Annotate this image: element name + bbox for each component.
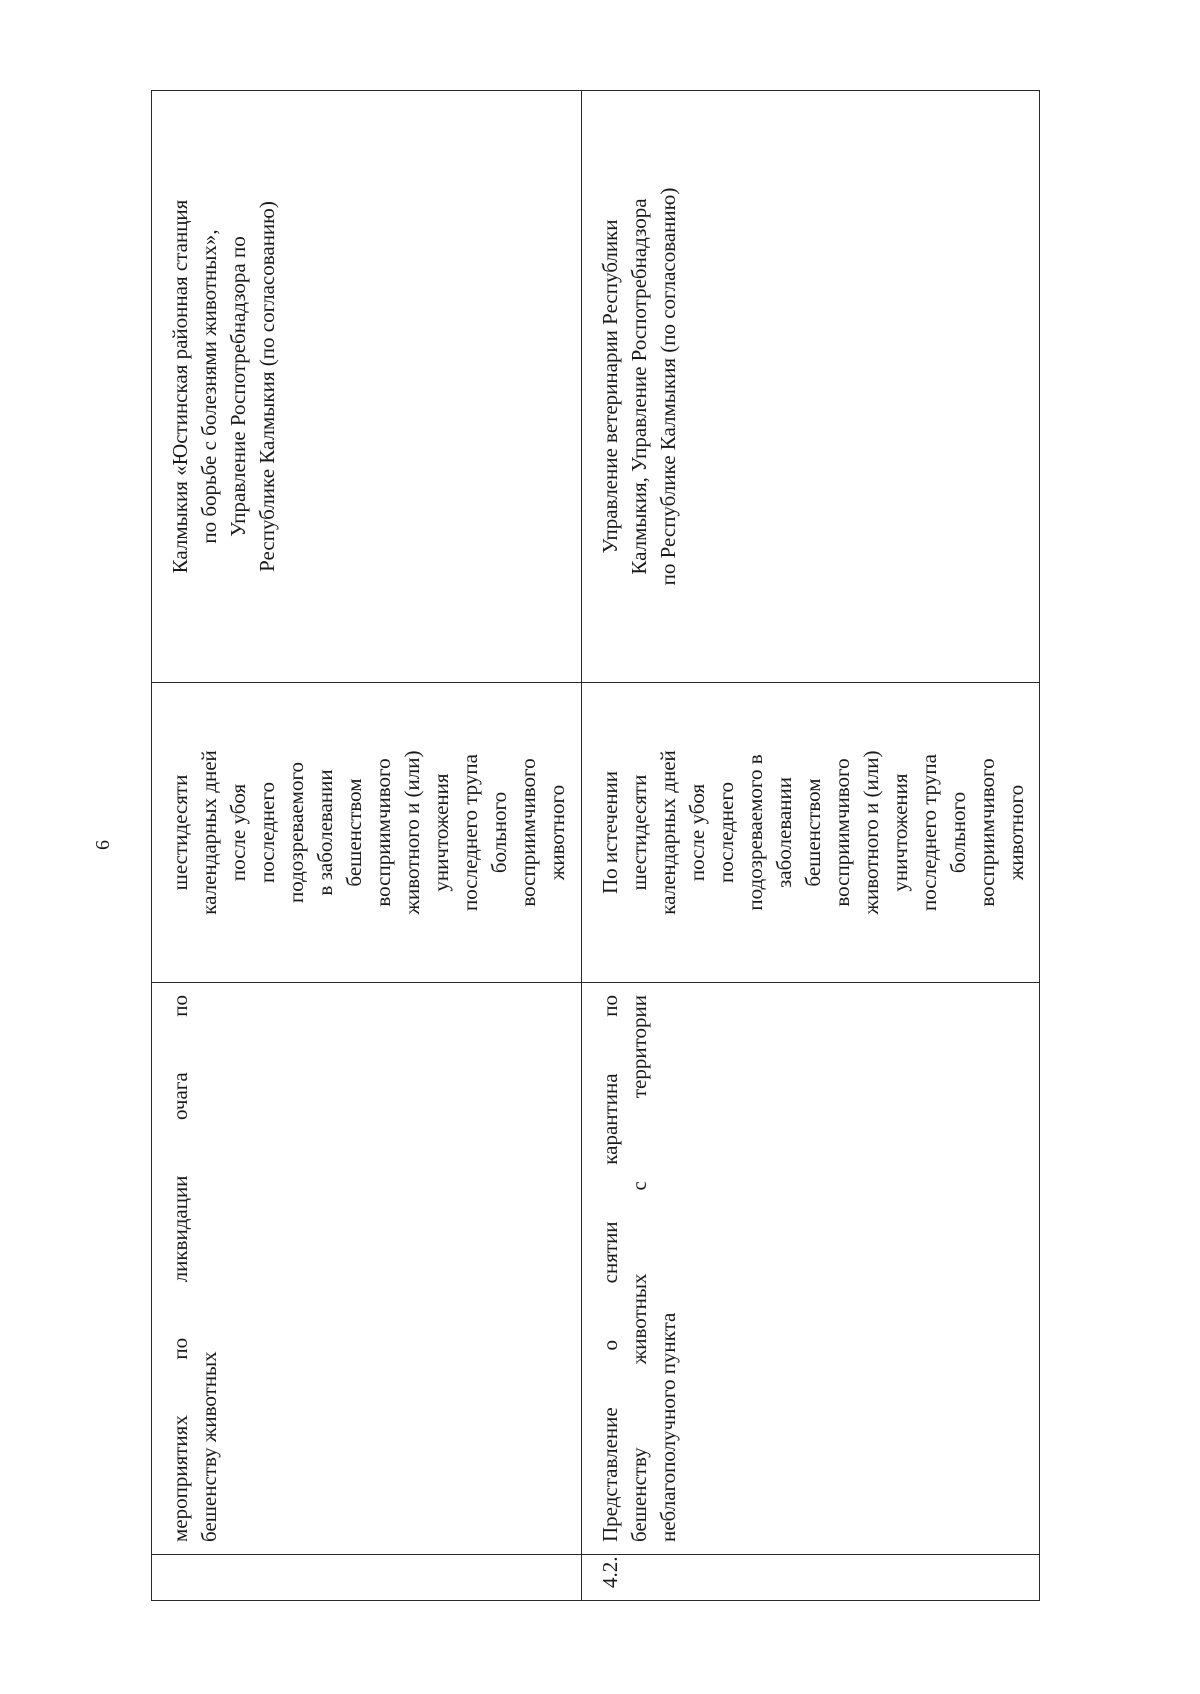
cell-text-line: бешенством — [801, 778, 825, 887]
table-row — [152, 91, 582, 1601]
responsible-cell — [152, 91, 582, 683]
cell-text-line: уничтожения — [888, 773, 912, 892]
row-number-cell — [152, 1555, 582, 1601]
cell-text-line: бешенством — [342, 778, 366, 887]
cell-text-line: шестидесяти — [627, 774, 651, 891]
cell-text-line: заболевании — [772, 777, 796, 888]
cell-text-line: бешенству животных с территории — [627, 995, 651, 1542]
page-number: 6 — [92, 840, 114, 850]
cell-text-line: восприимчивого — [371, 758, 395, 907]
cell-text-line: Управление ветеринарии Республики — [598, 219, 622, 554]
cell-text-line: в заболевании — [313, 769, 337, 896]
cell-text-line: календарных дней — [656, 750, 680, 915]
cell-text-line: животного — [1004, 784, 1028, 881]
deadline-cell — [582, 683, 1040, 983]
cell-text-line: подозреваемого — [284, 761, 308, 904]
cell-text-line: неблагополучного пункта — [656, 1312, 680, 1542]
cell-text-line: последнего трупа — [458, 754, 482, 911]
rotated-table-container — [151, 91, 1031, 1601]
cell-text-line: уничтожения — [429, 773, 453, 892]
measure-description-cell — [582, 983, 1040, 1555]
measures-table — [151, 90, 1040, 1601]
table-row — [582, 91, 1040, 1601]
cell-text-line: больного — [487, 791, 511, 874]
cell-text-line: животного и (или) — [859, 750, 883, 915]
cell-text-line: восприимчивого — [516, 758, 540, 907]
cell-text-line: последнего — [255, 782, 279, 883]
cell-text-line: шестидесяти — [168, 774, 192, 891]
cell-text-line: восприимчивого — [830, 758, 854, 907]
cell-text-line: Калмыкия «Юстинская районная станция — [168, 199, 192, 574]
cell-text-line: животного и (или) — [400, 750, 424, 915]
cell-text-line: мероприятиях по ликвидации очага по — [168, 995, 192, 1542]
cell-text-line: По истечении — [598, 770, 622, 895]
cell-text-line: по Республике Калмыкия (по согласованию) — [656, 187, 680, 586]
deadline-cell — [152, 683, 582, 983]
cell-text-line: восприимчивого — [975, 758, 999, 907]
cell-text-line: по борьбе с болезнями животных», — [197, 229, 221, 544]
cell-text-line: больного — [946, 791, 970, 874]
cell-text-line: животного — [545, 784, 569, 881]
measure-description-cell — [152, 983, 582, 1555]
cell-text-line: бешенству животных — [197, 1351, 221, 1542]
responsible-cell — [582, 91, 1040, 683]
row-number-cell: 4.2. — [582, 1555, 1040, 1601]
cell-text-line: последнего — [714, 782, 738, 883]
cell-text-line: последнего трупа — [917, 754, 941, 911]
cell-text-line: подозреваемого в — [743, 754, 767, 911]
cell-text-line: Представление о снятии карантина по — [598, 995, 622, 1542]
cell-text-line: Республике Калмыкия (по согласованию) — [255, 201, 279, 572]
cell-text-line: Калмыкия, Управление Роспотребнадзора — [627, 198, 651, 575]
cell-text-line: после убоя — [685, 783, 709, 882]
cell-text-line: Управление Роспотребнадзора по — [226, 236, 250, 537]
cell-text-line: после убоя — [226, 783, 250, 882]
cell-text-line: календарных дней — [197, 750, 221, 915]
